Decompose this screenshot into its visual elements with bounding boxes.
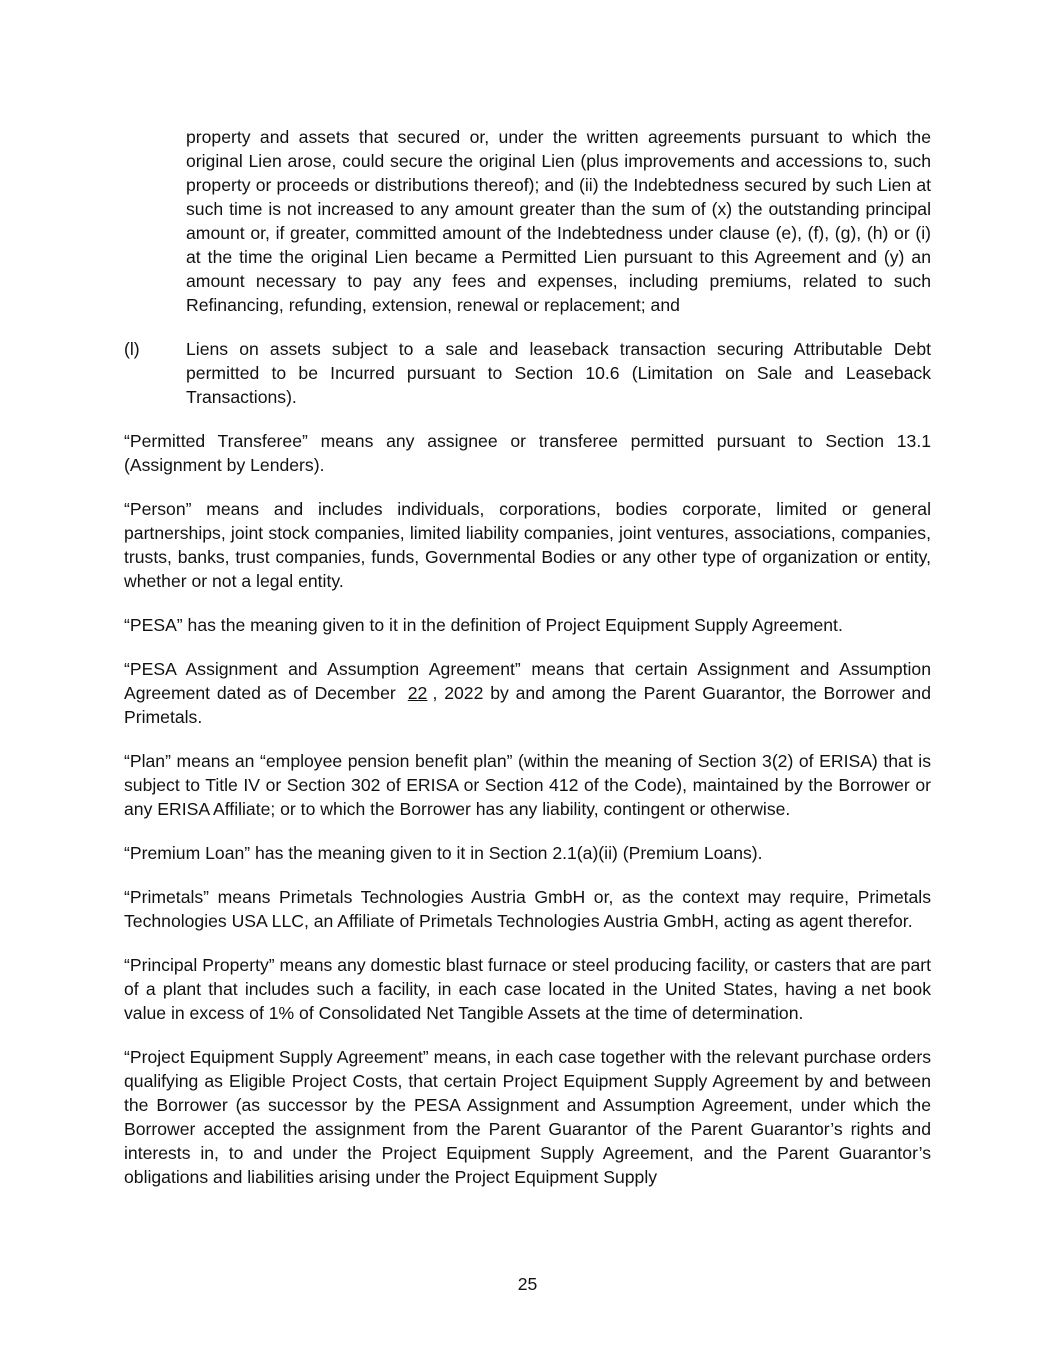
clause-l: [124, 337, 931, 409]
definition-principal-property: “Principal Property” means any domestic blast furnace or steel producing facility, or casters that are part of a plant that includes such a facility, in each case located in the United States, having a net book value in excess of 1% of Consolidated Net Tangible Assets at the time of determination.: [124, 955, 931, 1023]
definition-pesa-assignment: [124, 657, 931, 729]
pesa-assignment-text-before: “PESA Assignment and Assumption Agreement” means that certain Assignment and Assumption Agreement dated as of December: [124, 659, 931, 703]
page-number: 25: [517, 1274, 538, 1294]
document-page: [124, 125, 931, 1209]
clause-l-label: (l): [124, 339, 140, 359]
definition-pesa: “PESA” has the meaning given to it in the definition of Project Equipment Supply Agreement.: [124, 615, 843, 635]
definition-permitted-transferee: “Permitted Transferee” means any assignee or transferee permitted pursuant to Section 13.1 (Assignment by Lenders).: [124, 431, 931, 475]
continuation-paragraph: property and assets that secured or, under the written agreements pursuant to which the original Lien arose, could secure the original Lien (plus improvements and accessions to, such property or proceeds or distributions thereof); and (ii) the Indebtedness secured by such Lien at such time is not increased to any amount greater than the sum of (x) the outstanding principal amount or, if greater, committed amount of the Indebtedness under clause (e), (f), (g), (h) or (i) at the time the original Lien became a Permitted Lien pursuant to this Agreement and (y) an amount necessary to pay any fees and expenses, including premiums, related to such Refinancing, refunding, extension, renewal or replacement; and: [186, 127, 931, 315]
pesa-assignment-text-after: , 2022 by and among the Parent Guarantor, the Borrower and Primetals.: [124, 683, 931, 727]
definition-plan: “Plan” means an “employee pension benefit plan” (within the meaning of Section 3(2) of ERISA) that is subject to Title IV or Section 302 of ERISA or Section 412 of the Code), maintained by the Borrower or any ERISA Affiliate; or to which the Borrower has any liability, contingent or otherwise.: [124, 751, 931, 819]
definition-premium-loan: “Premium Loan” has the meaning given to it in Section 2.1(a)(ii) (Premium Loans).: [124, 843, 763, 863]
definition-project-equipment-supply-agreement: “Project Equipment Supply Agreement” means, in each case together with the relevant purchase orders qualifying as Eligible Project Costs, that certain Project Equipment Supply Agreement by and between the Borrower (as successor by the PESA Assignment and Assumption Agreement, under which the Borrower accepted the assignment from the Parent Guarantor of the Parent Guarantor’s rights and interests in, to and under the Project Equipment Supply Agreement, and the Parent Guarantor’s obligations and liabilities arising under the Project Equipment Supply: [124, 1047, 931, 1187]
clause-l-text: Liens on assets subject to a sale and leaseback transaction securing Attributable Debt permitted to be Incurred pursuant to Section 10.6 (Limitation on Sale and Leaseback Transactions).: [186, 339, 931, 407]
definition-primetals: “Primetals” means Primetals Technologies Austria GmbH or, as the context may require, Primetals Technologies USA LLC, an Affiliate of Primetals Technologies Austria GmbH, acting as agent therefor.: [124, 887, 931, 931]
pesa-assignment-day: 22: [407, 683, 428, 703]
definition-person: “Person” means and includes individuals, corporations, bodies corporate, limited or general partnerships, joint stock companies, limited liability companies, joint ventures, associations, companies, trusts, banks, trust companies, funds, Governmental Bodies or any other type of organization or entity, whether or not a legal entity.: [124, 499, 931, 591]
